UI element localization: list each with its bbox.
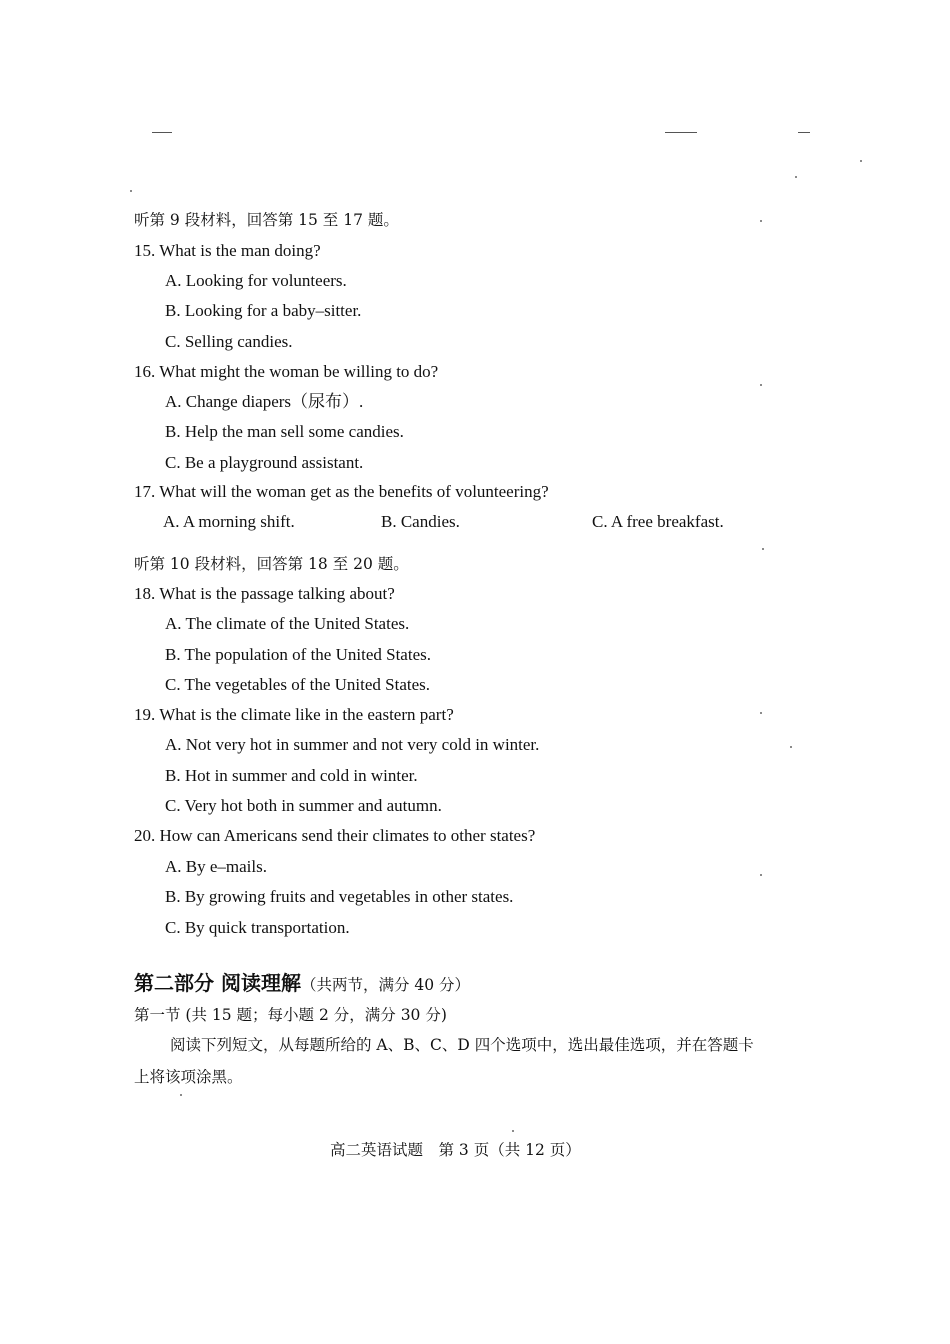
question-20: 20. How can Americans send their climates to other states? [134,826,536,845]
scan-speck [860,160,862,162]
question-16: 16. What might the woman be willing to do? [134,362,439,381]
option-15c: C. Selling candies. [165,332,293,351]
scan-speck [130,190,132,192]
option-16c: C. Be a playground assistant. [165,453,364,472]
option-15a: A. Looking for volunteers. [165,271,347,290]
section-9-intro: 听第 9 段材料，回答第 15 至 17 题。 [134,211,399,229]
scan-speck [760,874,762,876]
option-20c: C. By quick transportation. [165,918,350,937]
scan-speck [790,746,792,748]
question-19: 19. What is the climate like in the eastern part? [134,705,454,724]
scan-mark [152,132,172,133]
question-15: 15. What is the man doing? [134,241,321,260]
option-19c: C. Very hot both in summer and autumn. [165,796,442,815]
option-18a: A. The climate of the United States. [165,614,410,633]
option-16a: A. Change diapers（尿布）. [165,392,364,411]
page-footer: 高二英语试题 第 3 页（共 12 页） [330,1141,581,1159]
option-15b: B. Looking for a baby–sitter. [165,301,362,320]
question-17: 17. What will the woman get as the benefits of volunteering? [134,482,549,501]
scan-speck [762,548,764,550]
instruction-line-2: 上将该项涂黑。 [134,1068,243,1086]
scan-speck [760,712,762,714]
option-17a: A. A morning shift. [163,512,295,531]
option-18c: C. The vegetables of the United States. [165,675,431,694]
scan-speck [760,384,762,386]
section-10-intro: 听第 10 段材料，回答第 18 至 20 题。 [134,555,409,573]
scan-mark [665,132,697,133]
option-20b: B. By growing fruits and vegetables in other states. [165,887,514,906]
option-17c: C. A free breakfast. [592,512,724,531]
option-19b: B. Hot in summer and cold in winter. [165,766,418,785]
scan-speck [760,220,762,222]
instruction-line-1: 阅读下列短文，从每题所给的 A、B、C、D 四个选项中，选出最佳选项，并在答题卡 [170,1036,754,1054]
option-17b: B. Candies. [381,512,460,531]
option-20a: A. By e–mails. [165,857,267,876]
part-2-title: 第二部分 阅读理解 [134,971,301,995]
option-16b: B. Help the man sell some candies. [165,422,404,441]
option-19a: A. Not very hot in summer and not very cold in winter. [165,735,540,754]
part-2-note: （共两节，满分 40 分） [300,976,471,994]
section-1-heading: 第一节 (共 15 题；每小题 2 分，满分 30 分) [134,1006,447,1024]
option-18b: B. The population of the United States. [165,645,431,664]
scan-speck [512,1130,514,1132]
scan-mark [798,132,810,133]
scan-speck [180,1094,182,1096]
part-2-heading [134,970,470,998]
question-18: 18. What is the passage talking about? [134,584,395,603]
scan-speck [795,176,797,178]
